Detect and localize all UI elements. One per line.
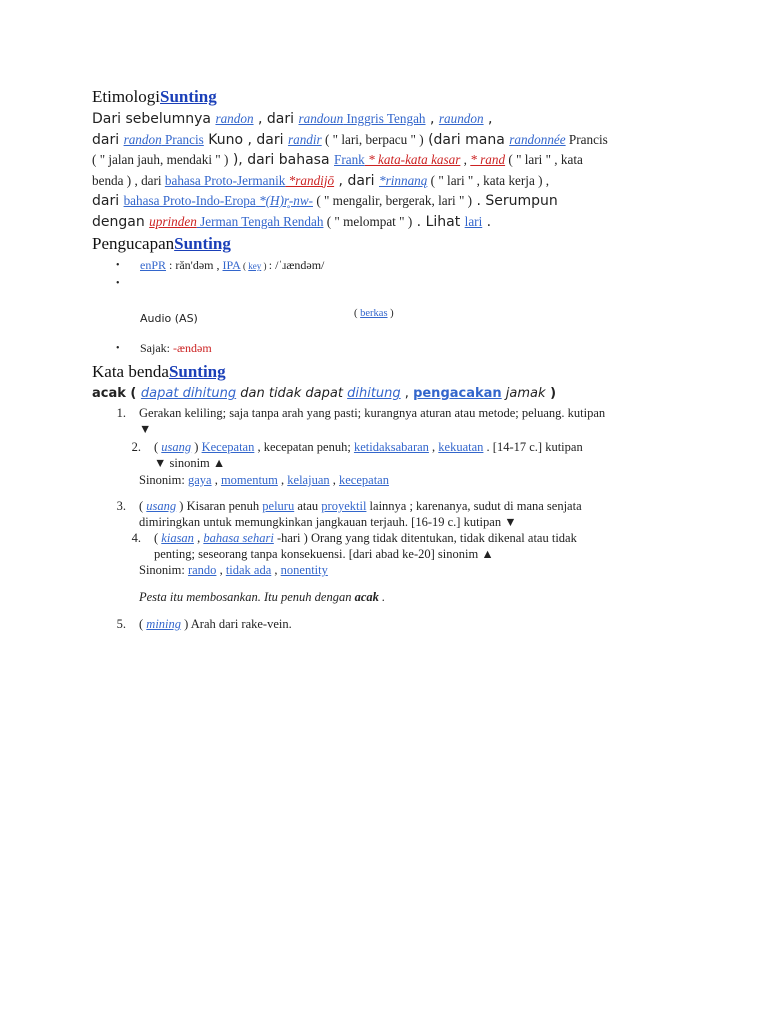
edit-etymology-link[interactable]: Sunting (160, 87, 217, 106)
link-randon-fr[interactable]: randon (123, 131, 162, 147)
etymology-heading-text: Etimologi (92, 87, 160, 106)
link-kata-kata-kasar[interactable]: * kata-kata kasar (364, 152, 461, 167)
link-usang[interactable]: usang (161, 440, 192, 454)
edit-noun-link[interactable]: Sunting (168, 362, 226, 381)
link-nonentity[interactable]: nonentity (280, 563, 328, 577)
link-uprinden[interactable]: uprinden (149, 213, 197, 229)
link-mining[interactable]: mining (146, 617, 182, 631)
rhyme-list (92, 340, 682, 357)
definition-1: 1. Gerakan keliling; saja tanpa arah yang pasti; kurangnya aturan atau metode; peluang. kutipan ▼ (116, 406, 606, 436)
link-rhyme[interactable]: -ændəm (173, 341, 212, 355)
link-kecepatan-2[interactable]: kecepatan (339, 473, 389, 487)
edit-pronunciation-link[interactable]: Sunting (174, 234, 231, 253)
etymology-line-4: benda ) , dari bahasa Proto-Jermanik *randijō , dari *rinnaną ( " lari " , kata kerja ) , (92, 172, 550, 189)
list-item: • enPR : răn'dəm , IPA ( key ) : /ˈɹændəm/ (116, 258, 325, 272)
etymology-text (92, 109, 682, 232)
definition-4: 4. ( kiasan , bahasa sehari -hari ) Orang yang tidak ditentukan, tidak dikenal atau tidak penting; seseorang tanpa konsekuensi. [dari abad ke-20] sinonim ▲ (131, 531, 577, 561)
article (92, 86, 682, 632)
etymology-line-2: dari randon Prancis Kuno , dari randir ( " lari, berpacu " ) (dari mana randonnée Prancis (92, 131, 608, 148)
link-hr-nw[interactable]: *(H)r̥-nw- (255, 193, 314, 208)
etymology-line-6: dengan uprinden Jerman Tengah Rendah ( " melompat " ) . Lihat lari . (92, 213, 492, 230)
definition-5: 5. ( mining ) Arah dari rake-vein. (116, 617, 292, 631)
link-kelajuan[interactable]: kelajuan (287, 473, 330, 487)
link-inggris-tengah[interactable]: Inggris Tengah (343, 111, 426, 126)
link-randoun[interactable]: randoun (298, 111, 344, 126)
pronunciation-list (92, 257, 682, 292)
link-rando[interactable]: rando (187, 563, 217, 577)
link-randir[interactable]: randir (287, 131, 322, 147)
synonyms-2: Sinonim: gaya , momentum , kelajuan , kecepatan (139, 473, 389, 487)
link-prancis[interactable]: Prancis (161, 131, 204, 147)
link-uncountable[interactable]: dihitung (347, 386, 401, 401)
definitions (92, 405, 682, 632)
link-lari[interactable]: lari (464, 213, 483, 229)
link-kekuatan[interactable]: kekuatan (438, 440, 484, 454)
link-kiasan[interactable]: kiasan (161, 531, 194, 545)
link-enpr[interactable]: enPR (140, 258, 167, 272)
definition-3: 3. ( usang ) Kisaran penuh peluru atau proyektil lainnya ; karenanya, sudut di mana senjata dimiringkan untuk memungkinkan jangkauan terjauh. [16-19 c.] kutipan ▼ (116, 499, 582, 529)
list-item: • Sajak: -ændəm (116, 341, 212, 355)
link-usang-3[interactable]: usang (146, 499, 177, 513)
link-raundon[interactable]: raundon (438, 111, 484, 126)
link-ketidaksabaran[interactable]: ketidaksabaran (353, 440, 429, 454)
link-randonnee[interactable]: randonnée (509, 131, 566, 147)
link-randijo[interactable]: *randijō (285, 172, 335, 188)
list-item: • (116, 278, 120, 289)
link-plural[interactable]: pengacakan (413, 386, 502, 401)
link-bahasa-sehari[interactable]: bahasa sehari (203, 531, 274, 545)
definition-2: 2. ( usang ) Kecepatan , kecepatan penuh; ketidaksabaran , kekuatan . [14-17 c.] kutipan ▼ sinonim ▲ (131, 440, 583, 470)
etymology-heading (92, 86, 682, 108)
link-proto-indo-eropa[interactable]: bahasa Proto-Indo-Eropa (123, 193, 256, 208)
link-ipa[interactable]: IPA (222, 258, 241, 272)
link-jerman-tengah-rendah[interactable]: Jerman Tengah Rendah (196, 213, 324, 229)
link-gaya[interactable]: gaya (187, 473, 212, 487)
link-peluru[interactable]: peluru (262, 499, 295, 513)
expand-toggle[interactable]: ▼ sinonim ▲ (154, 456, 226, 470)
etymology-line-5: dari bahasa Proto-Indo-Eropa *(H)r̥-nw- ( " mengalir, bergerak, lari " ) . Serumpun (92, 193, 558, 209)
noun-heading: Kata bendaSunting (92, 362, 226, 381)
synonyms-4: Sinonim: rando , tidak ada , nonentity (139, 563, 328, 577)
link-proto-jermanik[interactable]: bahasa Proto-Jermanik (164, 172, 286, 188)
audio-file: ( berkas ) (354, 308, 394, 319)
etymology-line-3: ( " jalan jauh, mendaki " ) ), dari bahasa Frank * kata-kata kasar , * rand ( " lari " , kata (92, 152, 583, 168)
link-rinnana[interactable]: *rinnaną (379, 172, 428, 188)
link-proyektil[interactable]: proyektil (321, 499, 367, 513)
link-momentum[interactable]: momentum (220, 473, 278, 487)
etymology-line-1: Dari sebelumnya randon , dari randoun Inggris Tengah , raundon , (92, 111, 493, 127)
expand-quote-toggle[interactable]: ▼ (139, 422, 152, 436)
link-tidak-ada[interactable]: tidak ada (225, 563, 272, 577)
pronunciation-heading: PengucapanSunting (92, 234, 231, 253)
link-key[interactable]: key (248, 261, 262, 271)
link-randon[interactable]: randon (215, 111, 254, 126)
headword: acak (92, 386, 126, 401)
headword-line: acak ( dapat dihitung dan tidak dapat dihitung , pengacakan jamak ) (92, 386, 557, 401)
audio-player (92, 292, 682, 338)
link-frank[interactable]: Frank (334, 152, 365, 167)
link-berkas[interactable]: berkas (360, 308, 388, 319)
usage-example: Pesta itu membosankan. Itu penuh dengan acak . (139, 590, 386, 604)
link-countable[interactable]: dapat dihitung (140, 386, 237, 401)
link-kecepatan[interactable]: Kecepatan (201, 440, 255, 454)
audio-label: Audio (AS) (140, 312, 198, 325)
link-rand[interactable]: * rand (470, 152, 506, 167)
